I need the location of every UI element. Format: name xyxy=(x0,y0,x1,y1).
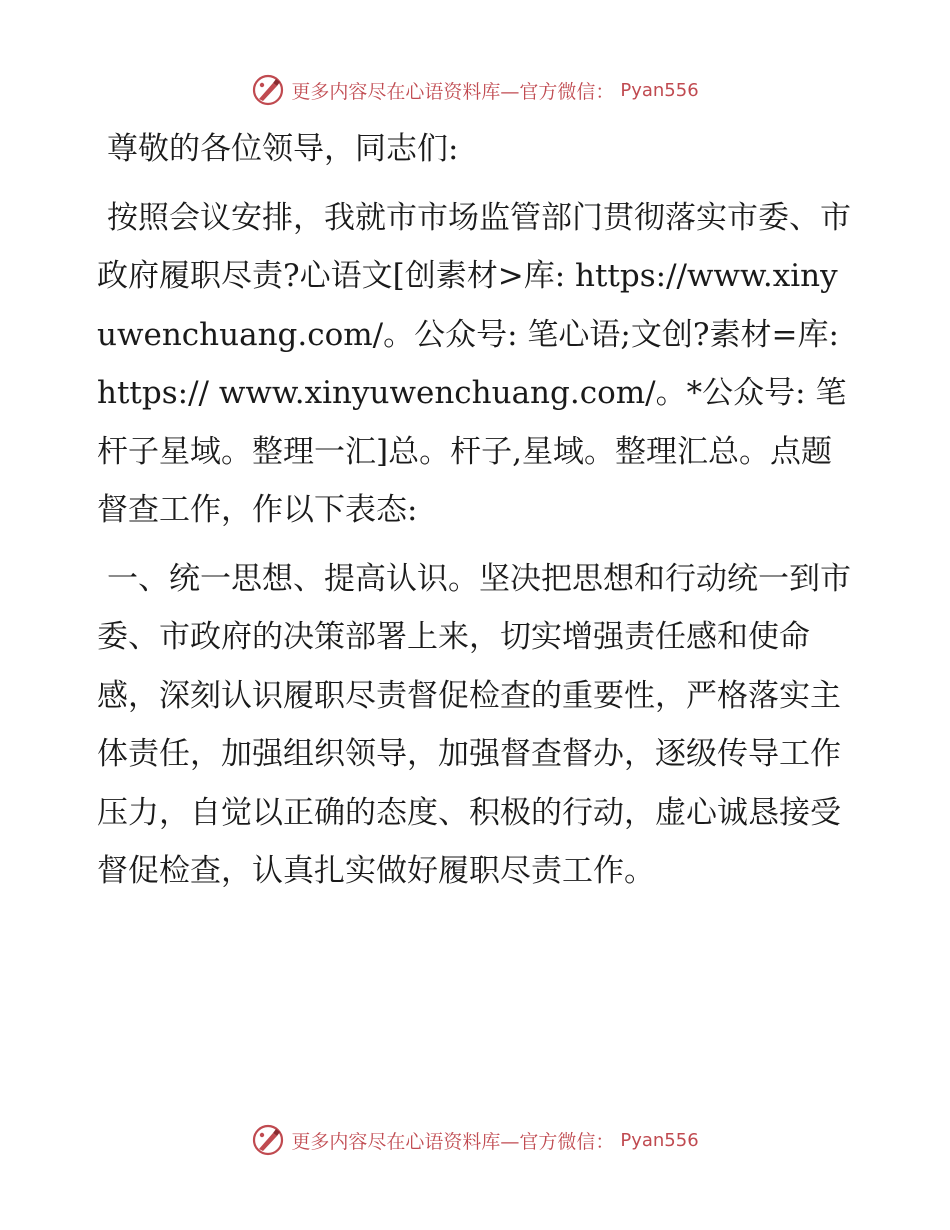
document-body xyxy=(97,120,857,901)
watermark-banner-bottom xyxy=(0,1120,950,1160)
pen-logo-icon xyxy=(251,73,285,107)
salutation: 尊敬的各位领导，同志们: xyxy=(107,131,459,167)
paragraph-1: 按照会议安排，我就市市场监管部门贯彻落实市委、市政府履职尽责?心语文[创素材>库: https://www.xinyuwenchuang.com/。公众号: 笔心语;文创?素材=库: https:// www.xinyuwenchuang.com/。*公众号: 笔杆子星域。整理一汇]总。杆子,星域。整理汇总。点题督查工作，作以下表态: xyxy=(97,199,851,528)
paragraph-2: 一、统一思想、提高认识。坚决把思想和行动统一到市委、市政府的决策部署上来，切实增强责任感和使命感，深刻认识履职尽责督促检查的重要性，严格落实主体责任，加强组织领导，加强督查督办，逐级传导工作压力，自觉以正确的态度、积极的行动，虚心诚恳接受督促检查，认真扎实做好履职尽责工作。 xyxy=(97,560,851,889)
watermark-text: 更多内容尽在心语资料库—官方微信： xyxy=(291,80,615,103)
watermark-wechat-id: Pyan556 xyxy=(620,1129,699,1151)
pen-logo-icon xyxy=(251,1123,285,1157)
watermark-wechat-id: Pyan556 xyxy=(620,79,699,101)
watermark-banner-top xyxy=(0,70,950,110)
watermark-text: 更多内容尽在心语资料库—官方微信： xyxy=(291,1130,615,1153)
